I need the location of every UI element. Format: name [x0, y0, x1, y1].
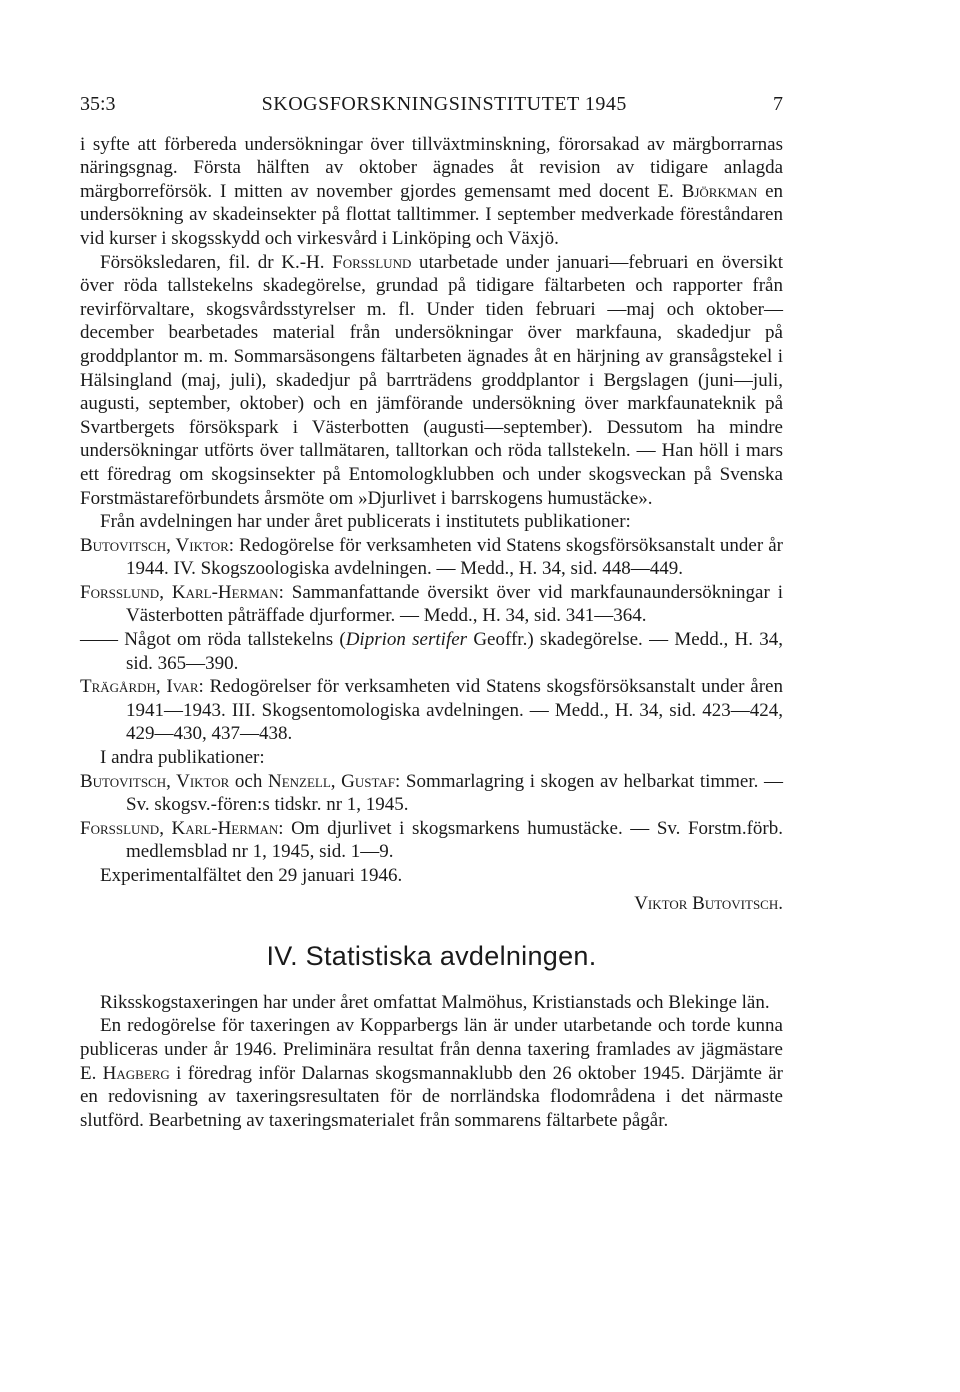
ditto-dash: —— — [80, 629, 118, 651]
series-number: 35:3 — [80, 93, 116, 115]
other-publications-intro: I andra publikationer: — [100, 747, 265, 769]
paragraph-bjorkman: i syfte att förbereda undersökningar över tillväxtminskning, förorsakad av märgborrarnas näringsgnag. Första hälften av oktober ägnades åt revision av tidigare anlagda märgborreförsök. I mitten av november gjordes gemensamt med docent E. Björkman en undersökning av skadeinsekter på flottat talltimmer. I september medverkade föreståndaren vid kurser i skogsskydd och virkesvård i Linköping och Växjö. — [80, 133, 783, 249]
person-name: Hagberg — [102, 1062, 170, 1084]
person-name: Björkman — [681, 180, 758, 202]
paragraph-riksskogstaxering: Riksskogstaxeringen har under året omfattat Malmöhus, Kristianstads och Blekinge län. — [100, 991, 770, 1013]
paragraph-forsslund: Försöksledaren, fil. dr K.-H. Forsslund utarbetade under januari—februari en översikt över röda tallstekelns skadegörelse, grundad på tidigare fältarbeten och rapporter från revirförvaltare, skogsvårdsstyrelser m. fl. Under tiden februari —maj och oktober—december bearbetades material från undersökningar över markfauna, skadedjur på groddplantor m. m. Sommarsäsongens fältarbeten ägnades åt en härjning av gransågstekel i Hälsingland (maj, juli), skadedjur på barrträdens groddplantor i Bergslagen (juni—juli, augusti, september, oktober) och en jämförande undersökning över markfaunateknik på Svartbergets försökspark i Västerbotten (augusti—september). Dessutom ha mindre undersökningar utförts över tallmätaren, talltorkan och röda tallstekeln. — Han höll i mars ett föredrag om skogsinsekter på Entomologklubben och under skogsveckan på Svenska Forstmästareförbundets årsmöte om »Djurlivet i barrskogens humustäcke». — [80, 251, 783, 509]
running-header — [80, 93, 783, 117]
reference-author: Forsslund, Karl-Herman: — [80, 581, 284, 603]
paragraph-kopparberg: En redogörelse för taxeringen av Kopparbergs län är under utarbetande och torde kunna publiceras under år 1946. Preliminära resultat från denna taxering framlades av jägmästare E. Hagberg i föredrag inför Dalarnas skogsmannaklubb den 26 oktober 1945. Därjämte är en redovisning av taxeringsresultaten för de norrländska flodområdena i det närmaste slutförd. Bearbetning av taxeringsmaterialet från sommarens fältarbete pågår. — [80, 1015, 783, 1131]
reference-item: Forsslund, Karl-Herman: Om djurlivet i skogsmarkens humustäcke. — Sv. Forstm.förb. medlemsblad nr 1, 1945, sid. 1—9. — [80, 817, 783, 863]
reference-author: Nenzell, Gustaf: — [267, 770, 401, 792]
section-heading: IV. Statistiska avdelningen. — [266, 941, 597, 972]
reference-author: Forsslund, Karl-Herman: — [80, 817, 284, 839]
page-number: 7 — [773, 93, 783, 115]
running-title: SKOGSFORSKNINGSINSTITUTET 1945 — [261, 93, 627, 115]
reference-item: Forsslund, Karl-Herman: Sammanfattande översikt över vid markfaunaundersökningar i Västerbotten påträffade djurformer. — Medd., H. 34, sid. 341—364. — [80, 581, 783, 627]
reference-author: Trägårdh, Ivar: — [80, 676, 204, 698]
reference-item: Butovitsch, Viktor: Redogörelse för verksamheten vid Statens skogsförsöksanstalt under år 1944. IV. Skogszoologiska avdelningen. — Medd., H. 34, sid. 448—449. — [80, 534, 783, 580]
person-name: Forsslund — [332, 251, 412, 273]
dateline: Experimentalfältet den 29 januari 1946. — [100, 865, 403, 886]
reference-item: Butovitsch, Viktor och Nenzell, Gustaf: Sommarlagring i skogen av helbarkat timmer. — Sv. skogsv.-fören:s tidskr. nr 1, 1945. — [80, 770, 784, 816]
reference-author: Butovitsch, Viktor: — [80, 534, 235, 556]
reference-item: —— Något om röda tallstekelns (Diprion sertifer Geoffr.) skadegörelse. — Medd., H. 34, sid. 365—390. — [80, 629, 783, 674]
reference-item: Trägårdh, Ivar: Redogörelser för verksamheten vid Statens skogsförsöksanstalt under åren 1941—1943. III. Skogsentomologiska avdelningen. — Medd., H. 34, sid. 423—424, 429—430, 437—438. — [80, 676, 783, 745]
publications-intro: Från avdelningen har under året publicerats i institutets publikationer: — [100, 511, 631, 533]
species-name: Diprion sertifer — [345, 629, 468, 651]
reference-author: Butovitsch, Viktor — [80, 770, 230, 792]
document-page — [80, 93, 783, 1132]
signature: Viktor Butovitsch. — [634, 892, 783, 914]
